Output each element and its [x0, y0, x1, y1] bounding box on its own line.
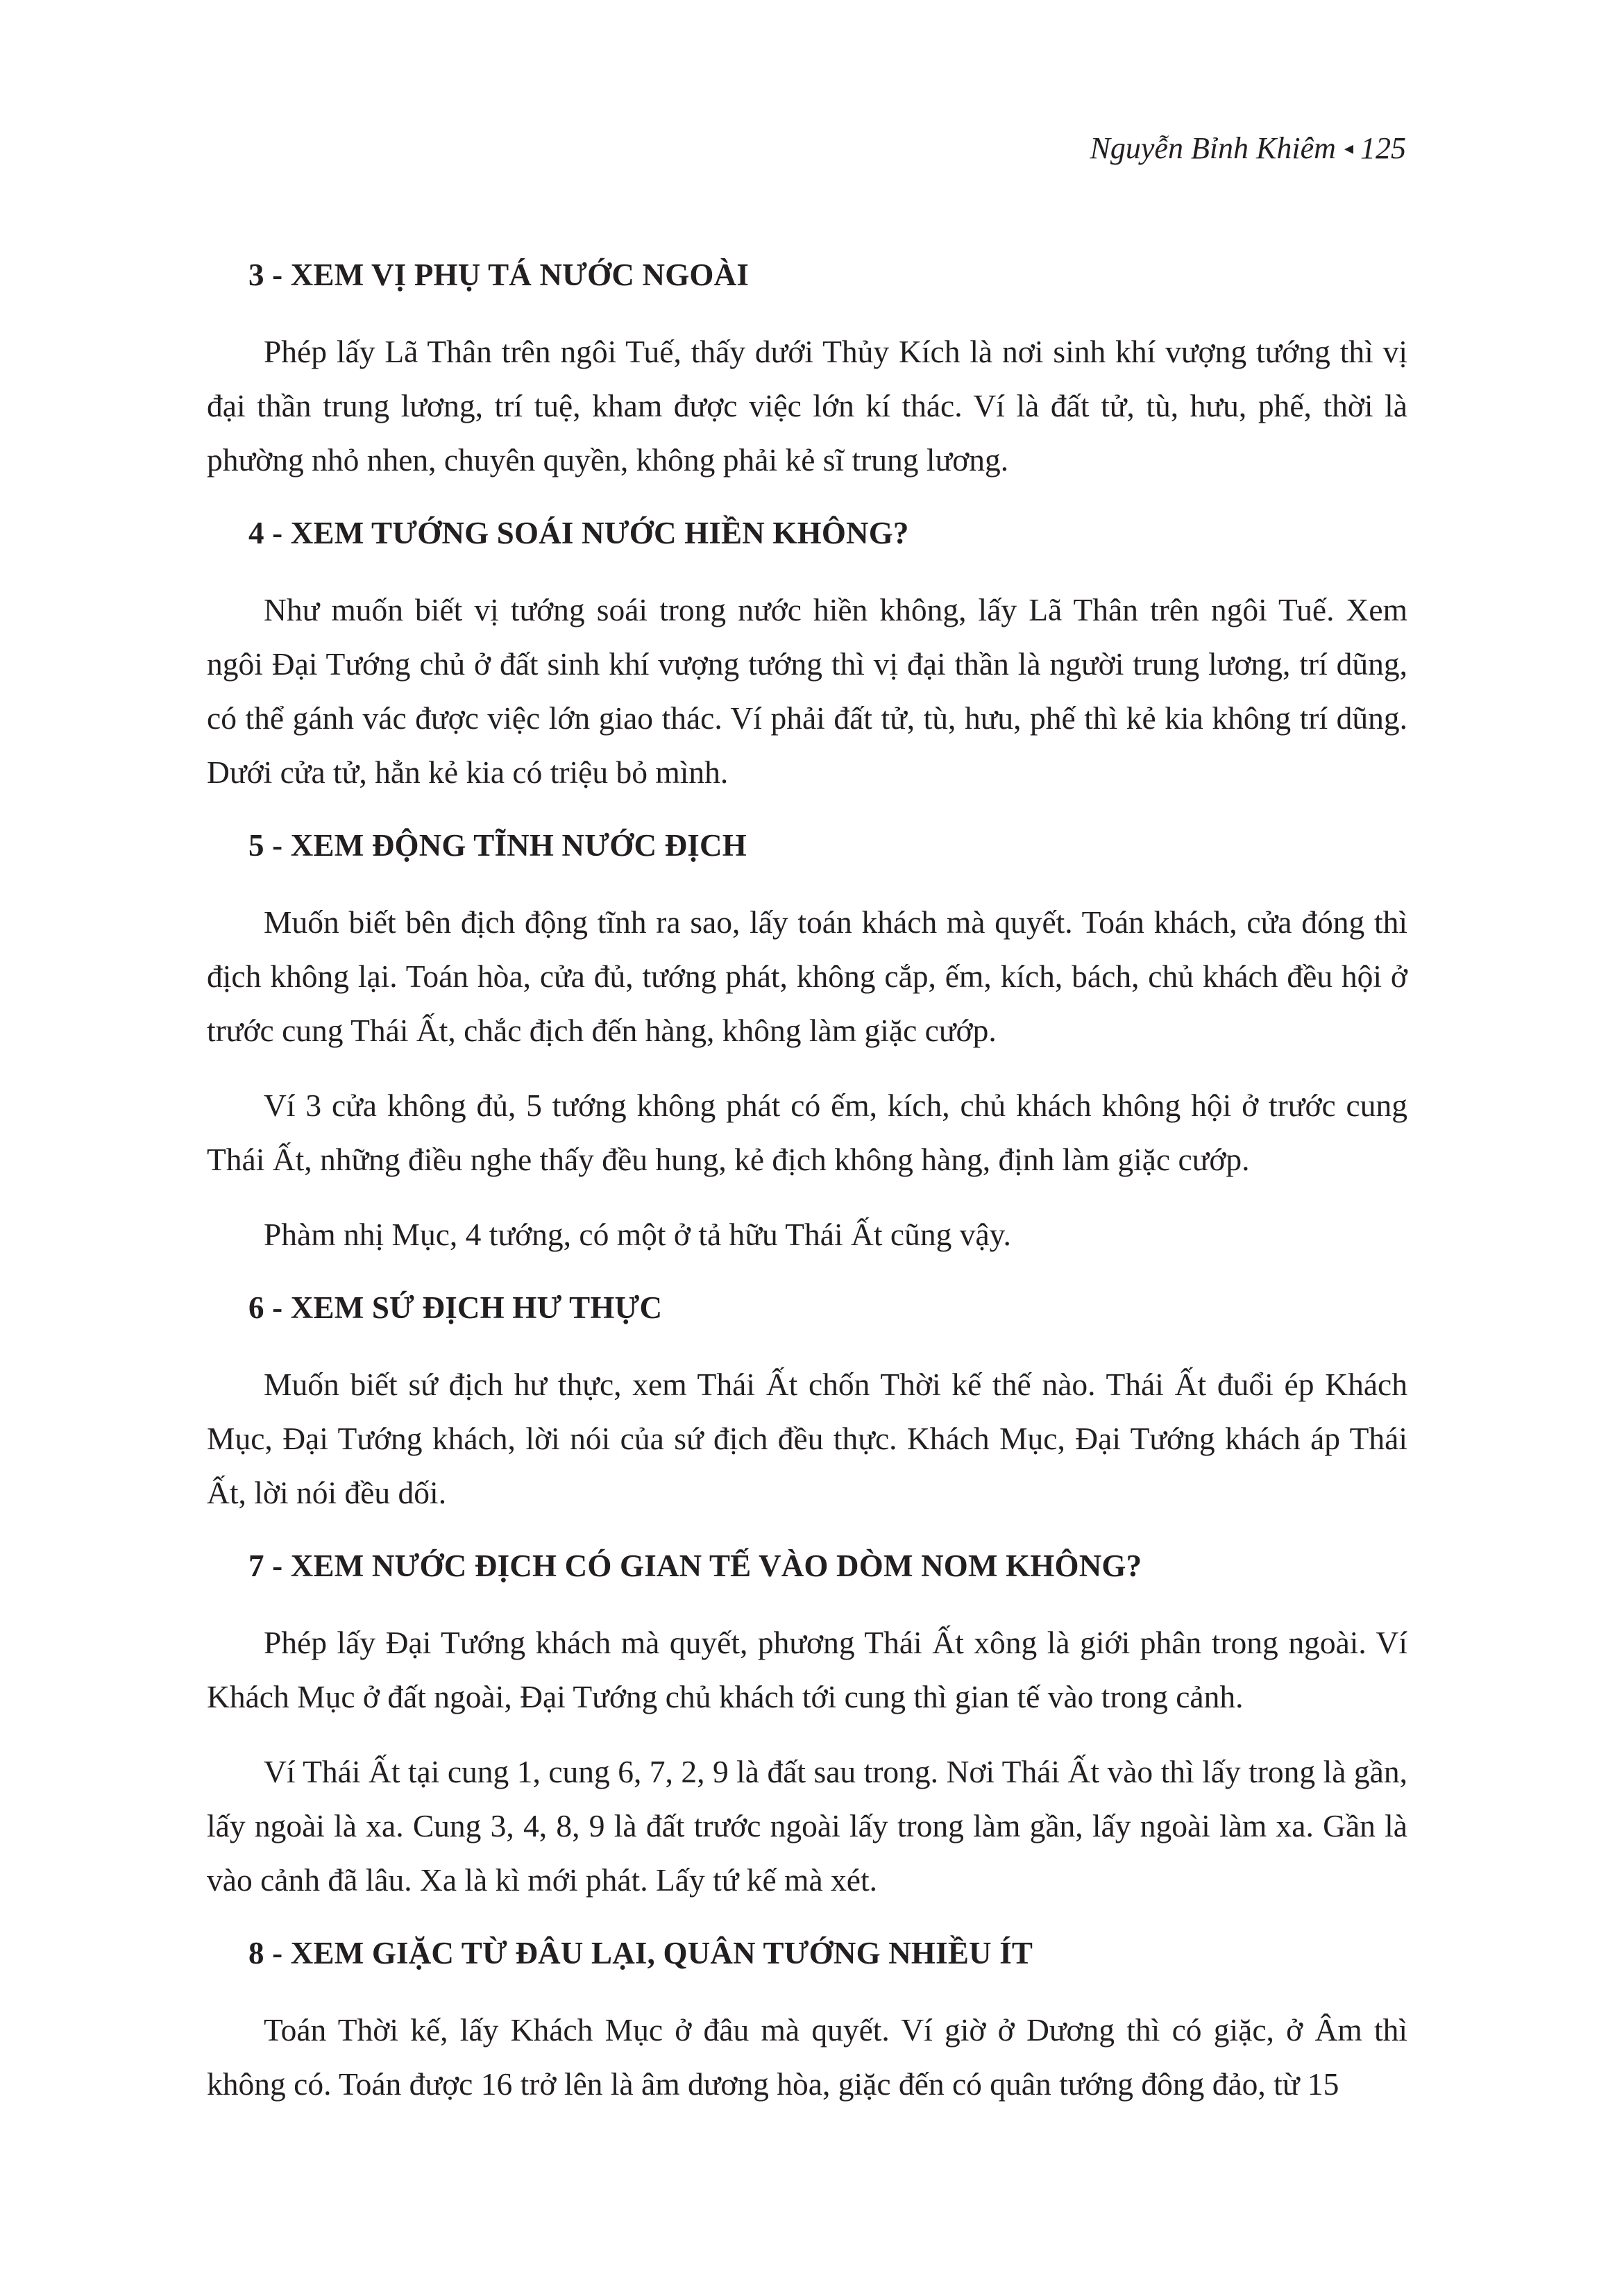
section-title: 4 - XEM TƯỚNG SOÁI NƯỚC HIỀN KHÔNG?: [248, 516, 909, 550]
paragraph: Phàm nhị Mục, 4 tướng, có một ở tả hữu Thái Ất cũng vậy.: [264, 1217, 1011, 1252]
paragraph: Phép lấy Đại Tướng khách mà quyết, phương Thái Ất xông là giới phân trong ngoài. Ví Khách Mục ở đất ngoài, Đại Tướng chủ khách tới cung thì gian tế vào trong cảnh.: [207, 1625, 1407, 1714]
paragraph: Phép lấy Lã Thân trên ngôi Tuế, thấy dưới Thủy Kích là nơi sinh khí vượng tướng thì vị đại thần trung lương, trí tuệ, kham được việc lớn kí thác. Ví là đất tử, tù, hưu, phế, thời là phường nhỏ nhen, chuyên quyền, không phải kẻ sĩ trung lương.: [207, 334, 1407, 478]
paragraph: Muốn biết sứ địch hư thực, xem Thái Ất chốn Thời kế thế nào. Thái Ất đuổi ép Khách Mục, Đại Tướng khách, lời nói của sứ địch đều thực. Khách Mục, Đại Tướng khách áp Thái Ất, lời nói đều dối.: [207, 1367, 1407, 1510]
section-5: [207, 823, 1407, 1262]
section-title: 8 - XEM GIẶC TỪ ĐÂU LẠI, QUÂN TƯỚNG NHIỀU ÍT: [248, 1936, 1033, 1970]
section-6: [207, 1285, 1407, 1520]
section-3: [207, 253, 1407, 487]
page-body: [207, 253, 1407, 2135]
running-head-separator-icon: ◂: [1344, 138, 1353, 158]
section-title: 5 - XEM ĐỘNG TĨNH NƯỚC ĐỊCH: [248, 828, 747, 863]
paragraph: Như muốn biết vị tướng soái trong nước hiền không, lấy Lã Thân trên ngôi Tuế. Xem ngôi Đại Tướng chủ ở đất sinh khí vượng tướng thì vị đại thần là người trung lương, trí dũng, có thể gánh vác được việc lớn giao thác. Ví phải đất tử, tù, hưu, phế thì kẻ kia không trí dũng. Dưới cửa tử, hẳn kẻ kia có triệu bỏ mình.: [207, 592, 1407, 790]
section-7: [207, 1544, 1407, 1907]
section-title: 6 - XEM SỨ ĐỊCH HƯ THỰC: [248, 1290, 663, 1325]
section-title: 7 - XEM NƯỚC ĐỊCH CÓ GIAN TẾ VÀO DÒM NOM KHÔNG?: [248, 1548, 1142, 1583]
section-4: [207, 511, 1407, 800]
paragraph: Ví 3 cửa không đủ, 5 tướng không phát có ếm, kích, chủ khách không hội ở trước cung Thái Ất, những điều nghe thấy đều hung, kẻ địch không hàng, định làm giặc cướp.: [207, 1088, 1407, 1177]
paragraph: Toán Thời kế, lấy Khách Mục ở đâu mà quyết. Ví giờ ở Dương thì có giặc, ở Âm thì không có. Toán được 16 trở lên là âm dương hòa, giặc đến có quân tướng đông đảo, từ 15: [207, 2012, 1407, 2102]
page-number: 125: [1360, 131, 1406, 165]
paragraph: Ví Thái Ất tại cung 1, cung 6, 7, 2, 9 là đất sau trong. Nơi Thái Ất vào thì lấy trong là gần, lấy ngoài là xa. Cung 3, 4, 8, 9 là đất trước ngoài lấy trong làm gần, lấy ngoài làm xa. Gần là vào cảnh đã lâu. Xa là kì mới phát. Lấy tứ kế mà xét.: [207, 1754, 1407, 1898]
section-8: [207, 1931, 1407, 2111]
section-title: 3 - XEM VỊ PHỤ TÁ NƯỚC NGOÀI: [248, 258, 750, 292]
running-head-author: Nguyễn Bỉnh Khiêm: [1090, 131, 1336, 165]
paragraph: Muốn biết bên địch động tĩnh ra sao, lấy toán khách mà quyết. Toán khách, cửa đóng thì địch không lại. Toán hòa, cửa đủ, tướng phát, không cắp, ếm, kích, bách, chủ khách đều hội ở trước cung Thái Ất, chắc địch đến hàng, không làm giặc cướp.: [207, 904, 1407, 1048]
running-head: [1090, 129, 1406, 172]
